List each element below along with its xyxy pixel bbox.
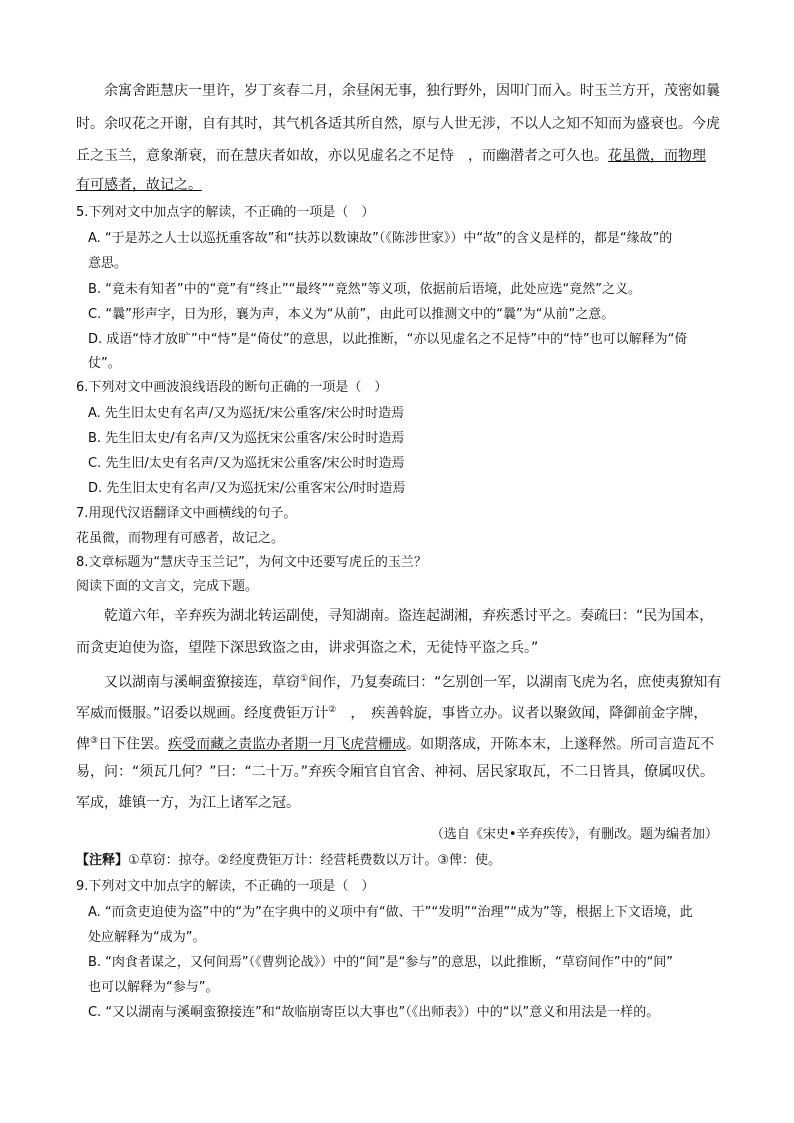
- source-citation: （选自《宋史•辛弃疾传》，有删改。题为编者加）: [430, 827, 718, 842]
- notes-label: 【注释】: [76, 853, 129, 868]
- passage2-p2-line-1-a: 又以湖南与溪峒蛮獠接连，草窃: [104, 674, 300, 691]
- reading-intro: 阅读下面的文言文，完成下题。: [76, 579, 259, 594]
- passage2-p2-line-2-a: 军威而慑服。”诏委以规画。经度费钜万计: [76, 705, 329, 722]
- passage1-line-4: 有可感者，故记之。: [76, 177, 202, 193]
- q5-option-a: A. “于是苏之人士以巡抚重客故”和“扶苏以数谏故”（《陈涉世家》）中“故”的含义是样的，都是“缘故”的: [88, 231, 673, 246]
- q6-option-a: A. 先生旧太史有名声/又为巡抚/宋公重客/宋公时时造焉: [88, 406, 405, 421]
- passage2-p2-line-2-b: ， 疾善斡旋，事皆立办。议者以聚敛闻，降御前金字牌，: [336, 705, 708, 722]
- q7-sentence: 花虽微，而物理有可感者，故记之。: [76, 531, 285, 546]
- passage2-p2-line-3-b: 日下住罢。: [98, 736, 169, 753]
- passage1-line-3-text: 丘之玉兰，意象渐衰，而在慧庆者如故，亦以见虚名之不足恃 ，而幽潜者之可久也。: [76, 148, 608, 164]
- q5-option-d-cont: 仗”。: [88, 356, 121, 371]
- q5-option-c: C. “曩”形声字，日为形，襄为声，本义为“从前”，由此可以推测文中的“曩”为“从前”之意。: [88, 307, 615, 322]
- notes-text: ①草窃：掠夺。②经度费钜万计：经营耗费数以万计。③俾：使。: [128, 853, 501, 868]
- q6-stem: 6.下列对文中画波浪线语段的断句正确的一项是（ ）: [76, 380, 388, 395]
- notes: [76, 850, 501, 872]
- passage2-p2-line-4: 易，问：“须瓦几何？”曰：“二十万。”弃疾令厢官自官舍、神祠、居民家取瓦，不二日皆具，僚属叹伏。: [76, 764, 715, 780]
- q9-option-a: A. “而贪吏迫使为盗”中的“为”在字典中的义项中有“做、干”“发明”“治理”“成为”等，根据上下文语境，此: [88, 905, 693, 920]
- passage2-p2-line-1: [104, 668, 721, 694]
- note-mark-2: ②: [328, 705, 337, 715]
- passage1-line-3: [76, 145, 706, 167]
- note-mark-1: ①: [300, 674, 309, 684]
- q9-option-c: C. “又以湖南与溪峒蛮獠接连”和“故临崩寄臣以大事也”（《出师表》）中的“以”意义和用法是一样的。: [88, 1005, 660, 1020]
- q9-option-a-cont: 处应解释为“成为”。: [88, 930, 206, 945]
- passage2-p2-line-2: [76, 699, 707, 725]
- passage2-p2-line-3-a: 俾: [76, 736, 90, 753]
- passage2-p2-line-1-b: 间作，乃复奏疏曰：“乞别创一军，以湖南飞虎为名，庶使夷獠知有: [308, 674, 722, 691]
- passage1-line-1: 余寓舍距慧庆一里许，岁丁亥春二月，余昼闲无事，独行野外，因叩门而入。时玉兰方开，茂密如曩: [104, 83, 720, 99]
- q6-option-b: B. 先生旧太史/有名声/又为巡抚宋公重客/宋公时时造焉: [88, 431, 405, 446]
- passage2-p2-line-3-c: 。如期落成，开陈本末，上遂释然。所司言造瓦不: [406, 736, 715, 753]
- q6-option-d: D. 先生旧太史有名声/又为巡抚宋/公重客宋公/时时造焉: [88, 481, 406, 496]
- q5-stem: 5.下列对文中加点字的解读，不正确的一项是（ ）: [76, 205, 375, 220]
- passage2-p2-line-5: 军成，雄镇一方，为江上诸军之冠。: [76, 795, 300, 811]
- q6-option-c: C. 先生旧/太史有名声/又为巡抚宋公重客/宋公时时造焉: [88, 456, 405, 471]
- passage2-underlined-sentence: 疾受而藏之责监办者期一月飞虎营栅成: [168, 736, 407, 753]
- q9-stem: 9.下列对文中加点字的解读，不正确的一项是（ ）: [76, 879, 375, 894]
- passage2-p2-line-3: [76, 730, 714, 756]
- passage1-underlined-sentence: 花虽微，而物理: [608, 148, 706, 164]
- q7-stem: 7.用现代汉语翻译文中画横线的句子。: [76, 506, 297, 521]
- q5-option-a-cont: 意思。: [88, 256, 128, 271]
- q5-option-b: B. “竟未有知者”中的“竟”有“终止”“最终”“竟然”等义项，依据前后语境，此处应选“竟然”之义。: [88, 282, 642, 297]
- passage2-p1-line-1: 乾道六年，辛弃疾为湖北转运副使，寻知湖南。盗连起湖湘，弃疾悉讨平之。奏疏曰：“民为国本，: [104, 608, 714, 624]
- q8-stem: 8.文章标题为“慧庆寺玉兰记”，为何文中还要写虎丘的玉兰？: [76, 555, 427, 570]
- q9-option-b-cont: 也可以解释为“参与”。: [88, 980, 219, 995]
- passage1-line-2: 时。余叹花之开谢，自有其时，其气机各适其所自然，原与人世无涉，不以人之知不知而为盛衰也。今虎: [76, 116, 720, 132]
- note-mark-3: ③: [90, 736, 99, 746]
- q5-option-d: D. 成语“恃才放旷”中“恃”是“倚仗”的意思，以此推断，“亦以见虚名之不足恃”中的“恃”也可以解释为“倚: [88, 332, 688, 347]
- q9-option-b: B. “肉食者谋之，又何间焉”（《曹刿论战》）中的“间”是“参与”的意思，以此推断，“草窃间作”中的“间”: [88, 955, 674, 970]
- passage2-p1-line-2: 而贪吏迫使为盗，望陛下深思致盗之由，讲求弭盗之术，无徒恃平盗之兵。”: [76, 640, 539, 656]
